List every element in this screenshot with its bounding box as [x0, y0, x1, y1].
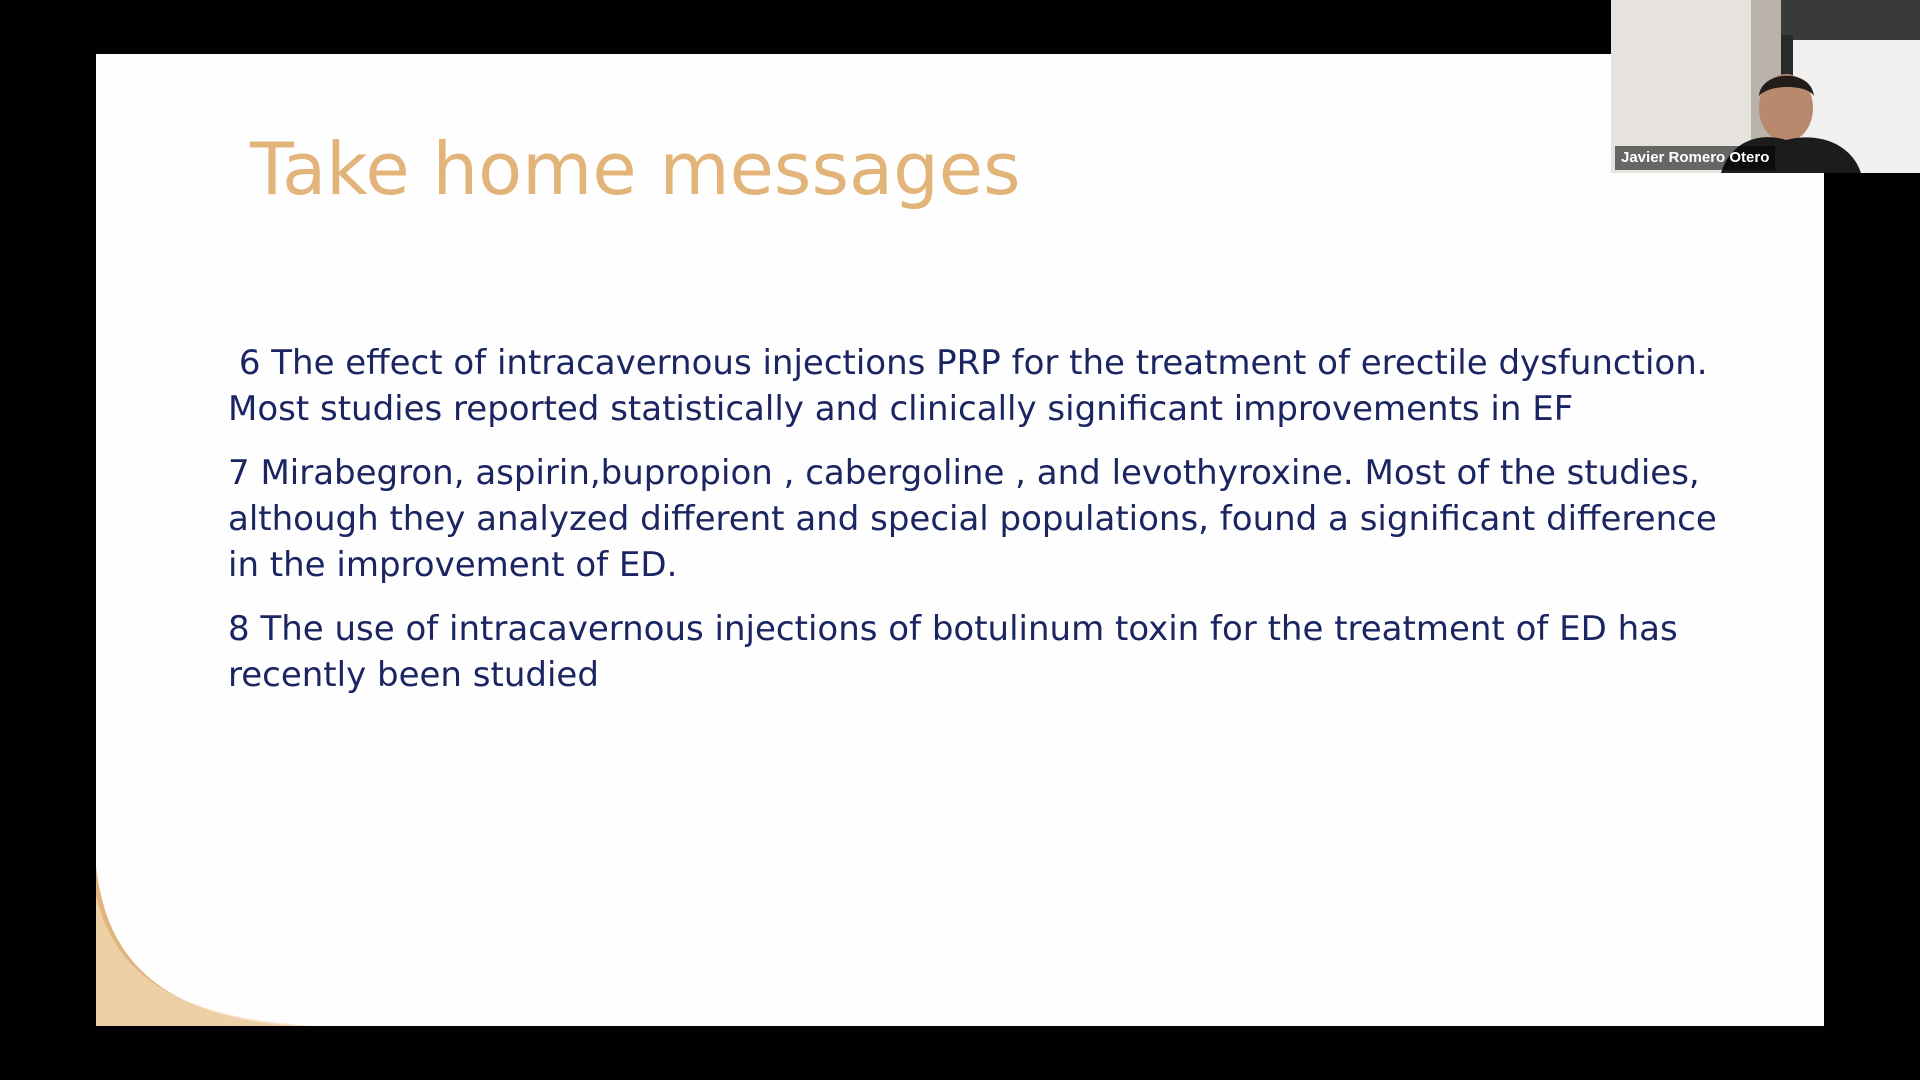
- participant-video-tile[interactable]: [1611, 0, 1920, 173]
- slide-body: [228, 340, 1748, 716]
- message-item: 6 The effect of intracavernous injections PRP for the treatment of erectile dysfunction. Most studies reported statistically and clinically significant improvements in EF: [228, 343, 1719, 429]
- message-item: 7 Mirabegron, aspirin,bupropion , cabergoline , and levothyroxine. Most of the studies, although they analyzed different and special populations, found a significant difference in the improvement of ED.: [228, 453, 1728, 585]
- message-item: 8 The use of intracavernous injections of botulinum toxin for the treatment of ED has recently been studied: [228, 609, 1689, 695]
- slide-title: Take home messages: [250, 127, 1021, 211]
- slide: [96, 54, 1824, 1026]
- corner-swoosh-decoration: [96, 806, 316, 1026]
- participant-name-label: Javier Romero Otero: [1615, 146, 1775, 170]
